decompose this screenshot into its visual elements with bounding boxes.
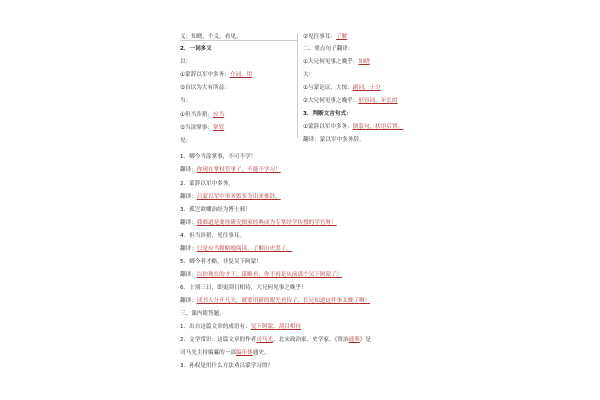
answer-underlined: 司马光: [256, 337, 274, 343]
answer-underlined: 你现在掌权管事了，不能不学习！: [196, 167, 281, 173]
answer-underlined: 介词，用: [229, 72, 253, 78]
right-line-1: ②见往事耳：了解: [303, 34, 348, 40]
polysemy-heading: 2．一词多义: [180, 46, 212, 52]
answer-underlined: 只是应当粗略地阅读，了解历史罢了。: [196, 246, 292, 252]
answer-underlined: 倒装句，状语后置。: [352, 124, 404, 130]
left-line-8: ②当涂掌事：掌管: [180, 125, 225, 131]
question-3: 3．孙权是用什么方法劝吕蒙学习的？: [180, 363, 274, 369]
translation-1: 翻译：你现在掌权管事了，不能不学习！: [180, 167, 281, 173]
answer-underlined: 应当: [212, 112, 225, 118]
answer-underlined: 了解: [335, 34, 348, 40]
sentence-2: 2．蒙辞以军中多务。: [180, 181, 234, 187]
word-jian-label: 见：: [180, 138, 192, 144]
answer-underlined: 吴下阿蒙、刮目相待: [250, 324, 302, 330]
answer-underlined: 副词，十分: [352, 85, 381, 91]
answer-underlined: 通鉴: [348, 337, 360, 343]
sentence-pattern-heading: 3．判断文言句式：: [303, 111, 352, 117]
left-line-7: ①但当涉猎：应当: [180, 112, 225, 118]
translation-4: 翻译：只是应当粗略地阅读，了解历史罢了。: [180, 246, 292, 252]
question-2-continued: 司马光主持编纂的一部编年体通史。: [180, 350, 270, 356]
left-line-1: 义：知晓、个义，看见。: [180, 34, 242, 40]
question-1: 1．出自这篇文章的成语有：吴下阿蒙、刮目相待: [180, 324, 302, 330]
translation-3: 翻译：我难道是要你研究儒家经典成为专掌经学传授的学官呀！: [180, 220, 337, 226]
answer-underlined: 形容词，年长的: [358, 98, 398, 104]
sentence-1: 1．卿今当涂掌事，不可不学！: [180, 154, 257, 160]
right-line-6: ②大兄何见事之晚乎：形容词，年长的: [303, 98, 398, 104]
key-sentence-heading: 二、重点句子翻译：: [303, 46, 354, 52]
right-line-3: ①大兄何见事之晚乎：知晓: [303, 59, 370, 65]
answer-underlined: 以你现在的才干、谋略看，你不再是从前那个吴下阿蒙了！: [196, 272, 343, 278]
answer-underlined: 我难道是要你研究儒家经典成为专掌经学传授的学官呀！: [196, 220, 337, 226]
left-line-5: ②自以为大有所益：: [180, 85, 230, 91]
short-answer-heading: 三、课内简答题。: [180, 311, 225, 317]
question-2: 2．文学常识：这篇文章的作者司马光，北宋政治家、史学家。《资治通鉴》是: [180, 337, 371, 343]
right-line-8: ①蒙辞以军中多务：倒装句，状语后置。: [303, 124, 404, 130]
answer-underlined: 读书人分开几天，就要用新的眼光看待了，长兄知道这件事太晚了啊！: [196, 298, 371, 304]
answer-underlined: 编年体: [235, 350, 253, 356]
left-line-4: ①蒙辞以军中多务：介词，用: [180, 72, 253, 78]
translation-5: 翻译：以你现在的才干、谋略看，你不再是从前那个吴下阿蒙了！: [180, 272, 343, 278]
answer-underlined: 掌管: [212, 125, 225, 131]
sentence-4: 4．但当涉猎，见往事耳。: [180, 233, 246, 239]
sentence-6: 6．士别三日，即更刮目相待，大兄何见事之晚乎！: [180, 285, 307, 291]
sentence-3: 3．孤岂欲卿治经为博士邪！: [180, 207, 251, 213]
translation-6: 翻译：读书人分开几天，就要用新的眼光看待了，长兄知道这件事太晚了啊！: [180, 298, 371, 304]
answer-underlined: 知晓: [358, 59, 370, 65]
word-dang-label: 当：: [180, 98, 192, 104]
sentence-5: 5．卿今者才略，非复吴下阿蒙！: [180, 259, 262, 265]
translation-2: 翻译：吕蒙以军中事务繁多为由来推辞。: [180, 194, 281, 200]
answer-underlined: 吕蒙以军中事务繁多为由来推辞。: [196, 194, 281, 200]
word-da-label: 大：: [303, 72, 315, 78]
column-divider: [297, 34, 298, 138]
right-line-9: 翻译：蒙以军中多务辞。: [303, 137, 365, 143]
word-yi-label: 以：: [180, 59, 192, 65]
right-line-5: ①与蒙论议，大惊：副词，十分: [303, 85, 381, 91]
